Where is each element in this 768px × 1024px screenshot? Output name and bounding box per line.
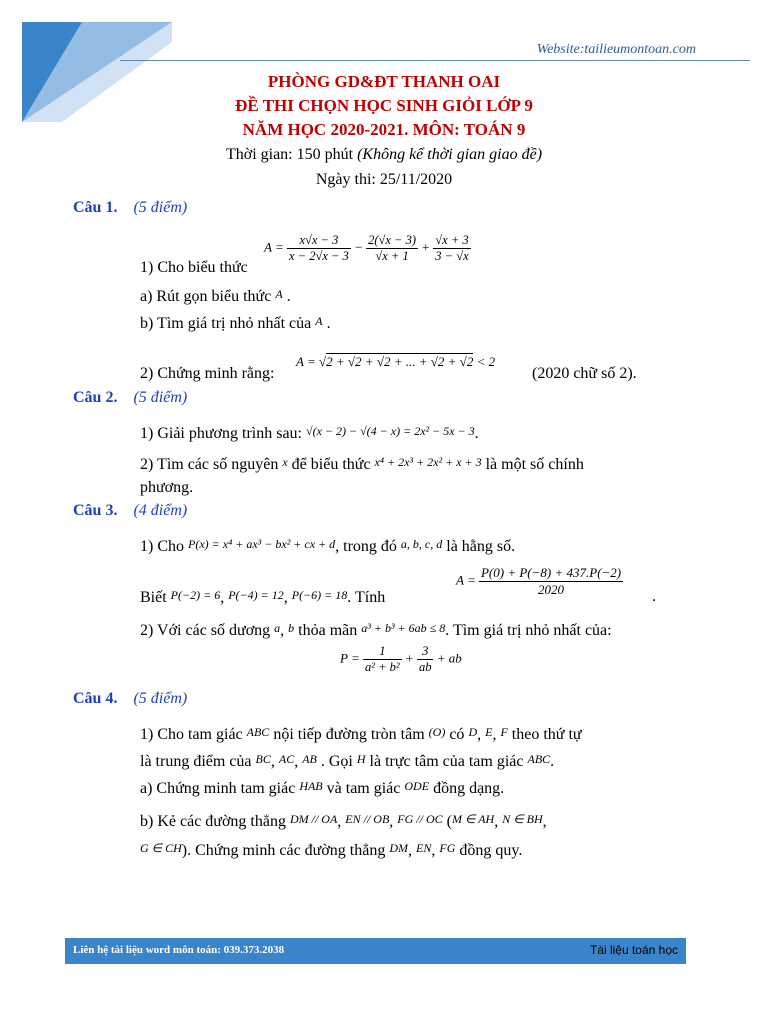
q2-part2: 2) Tìm các số nguyên x để biểu thức x⁴ + 2x³ + 2x² + x + 3 là một số chính <box>140 455 584 473</box>
q3-part2: 2) Với các số dương a, b thỏa mãn a³ + b³ + 6ab ≤ 8. Tìm giá trị nhỏ nhất của: <box>140 621 612 639</box>
q2-part2-cont: phương. <box>140 479 194 496</box>
q1-expression: A = $\frac{x√x - 3}{x - 2√x - 3}$ − $\frac{2(√x - 3)}{√x + 1}$ + $\frac{√x + 3}{3 - √x}$ <box>264 233 469 263</box>
q4-line2: là trung điểm của BC, AC, AB . Gọi H là trực tâm của tam giác ABC. <box>140 752 555 770</box>
footer-contact: Liên hệ tài liệu word môn toán: 039.373.2038 <box>73 944 285 956</box>
footer-bar <box>65 938 686 964</box>
q4-part-b-cont: G ∈ CH). Chứng minh các đường thẳng DM, EN, FG đồng quy. <box>140 841 523 859</box>
q4-line1: 1) Cho tam giác ABC nội tiếp đường tròn tâm (O) có D, E, F theo thứ tự <box>140 725 582 743</box>
q1-part1-text: 1) Cho biểu thức <box>140 259 248 276</box>
question-4-heading: Câu 4. (5 điểm) <box>73 690 188 707</box>
q3-target-expression: A = $\frac{P(0) + P(-8) + 437.P(-2)}{2020}$ <box>456 565 622 597</box>
q1-nested-radical: A = √2 + √2 + √2 + ... + √2 + √2 < 2 <box>296 354 496 369</box>
question-2-heading: Câu 2. (5 điểm) <box>73 389 188 406</box>
q1-part2-note: (2020 chữ số 2). <box>532 365 637 382</box>
q3-given: Biết P(−2) = 6, P(−4) = 12, P(−6) = 18. Tính <box>140 588 386 606</box>
q1-a: a) Rút gọn biểu thức A . <box>140 287 291 305</box>
exam-date: Ngày thi: 25/11/2020 <box>315 171 453 188</box>
q4-part-b: b) Kẻ các đường thẳng DM // OA, EN // OB, FG // OC (M ∈ AH, N ∈ BH, <box>140 812 547 830</box>
q4-part-a: a) Chứng minh tam giác HAB và tam giác ODE đồng dạng. <box>140 779 505 797</box>
q2-part1: 1) Giải phương trình sau: √(x − 2) − √(4 − x) = 2x² − 5x − 3. <box>140 424 479 442</box>
question-3-heading: Câu 3. (4 điểm) <box>73 502 188 519</box>
exam-year-subject: NĂM HỌC 2020-2021. MÔN: TOÁN 9 <box>242 120 526 139</box>
q3-P-expression: P = $\frac{1}{\text{a² + b²}}$ + $\frac{3}{ab}$ + ab <box>340 644 462 674</box>
question-1-heading: Câu 1. (5 điểm) <box>73 199 188 216</box>
q1-part2-text: 2) Chứng minh rằng: <box>140 365 275 382</box>
q1-b: b) Tìm giá trị nhỏ nhất của A . <box>140 314 331 332</box>
footer-brand: Tài liệu toán học <box>589 943 678 957</box>
school-name: PHÒNG GD&ĐT THANH OAI <box>267 72 501 91</box>
exam-time: Thời gian: 150 phút (Không kể thời gian giao đề) <box>225 146 543 163</box>
website-label: Website:tailieumontoan.com <box>536 42 696 57</box>
exam-title: ĐỀ THI CHỌN HỌC SINH GIỎI LỚP 9 <box>235 96 533 115</box>
q3-part1: 1) Cho P(x) = x⁴ + ax³ − bx² + cx + d, trong đó a, b, c, d là hằng số. <box>140 537 516 555</box>
header-divider <box>120 60 750 61</box>
